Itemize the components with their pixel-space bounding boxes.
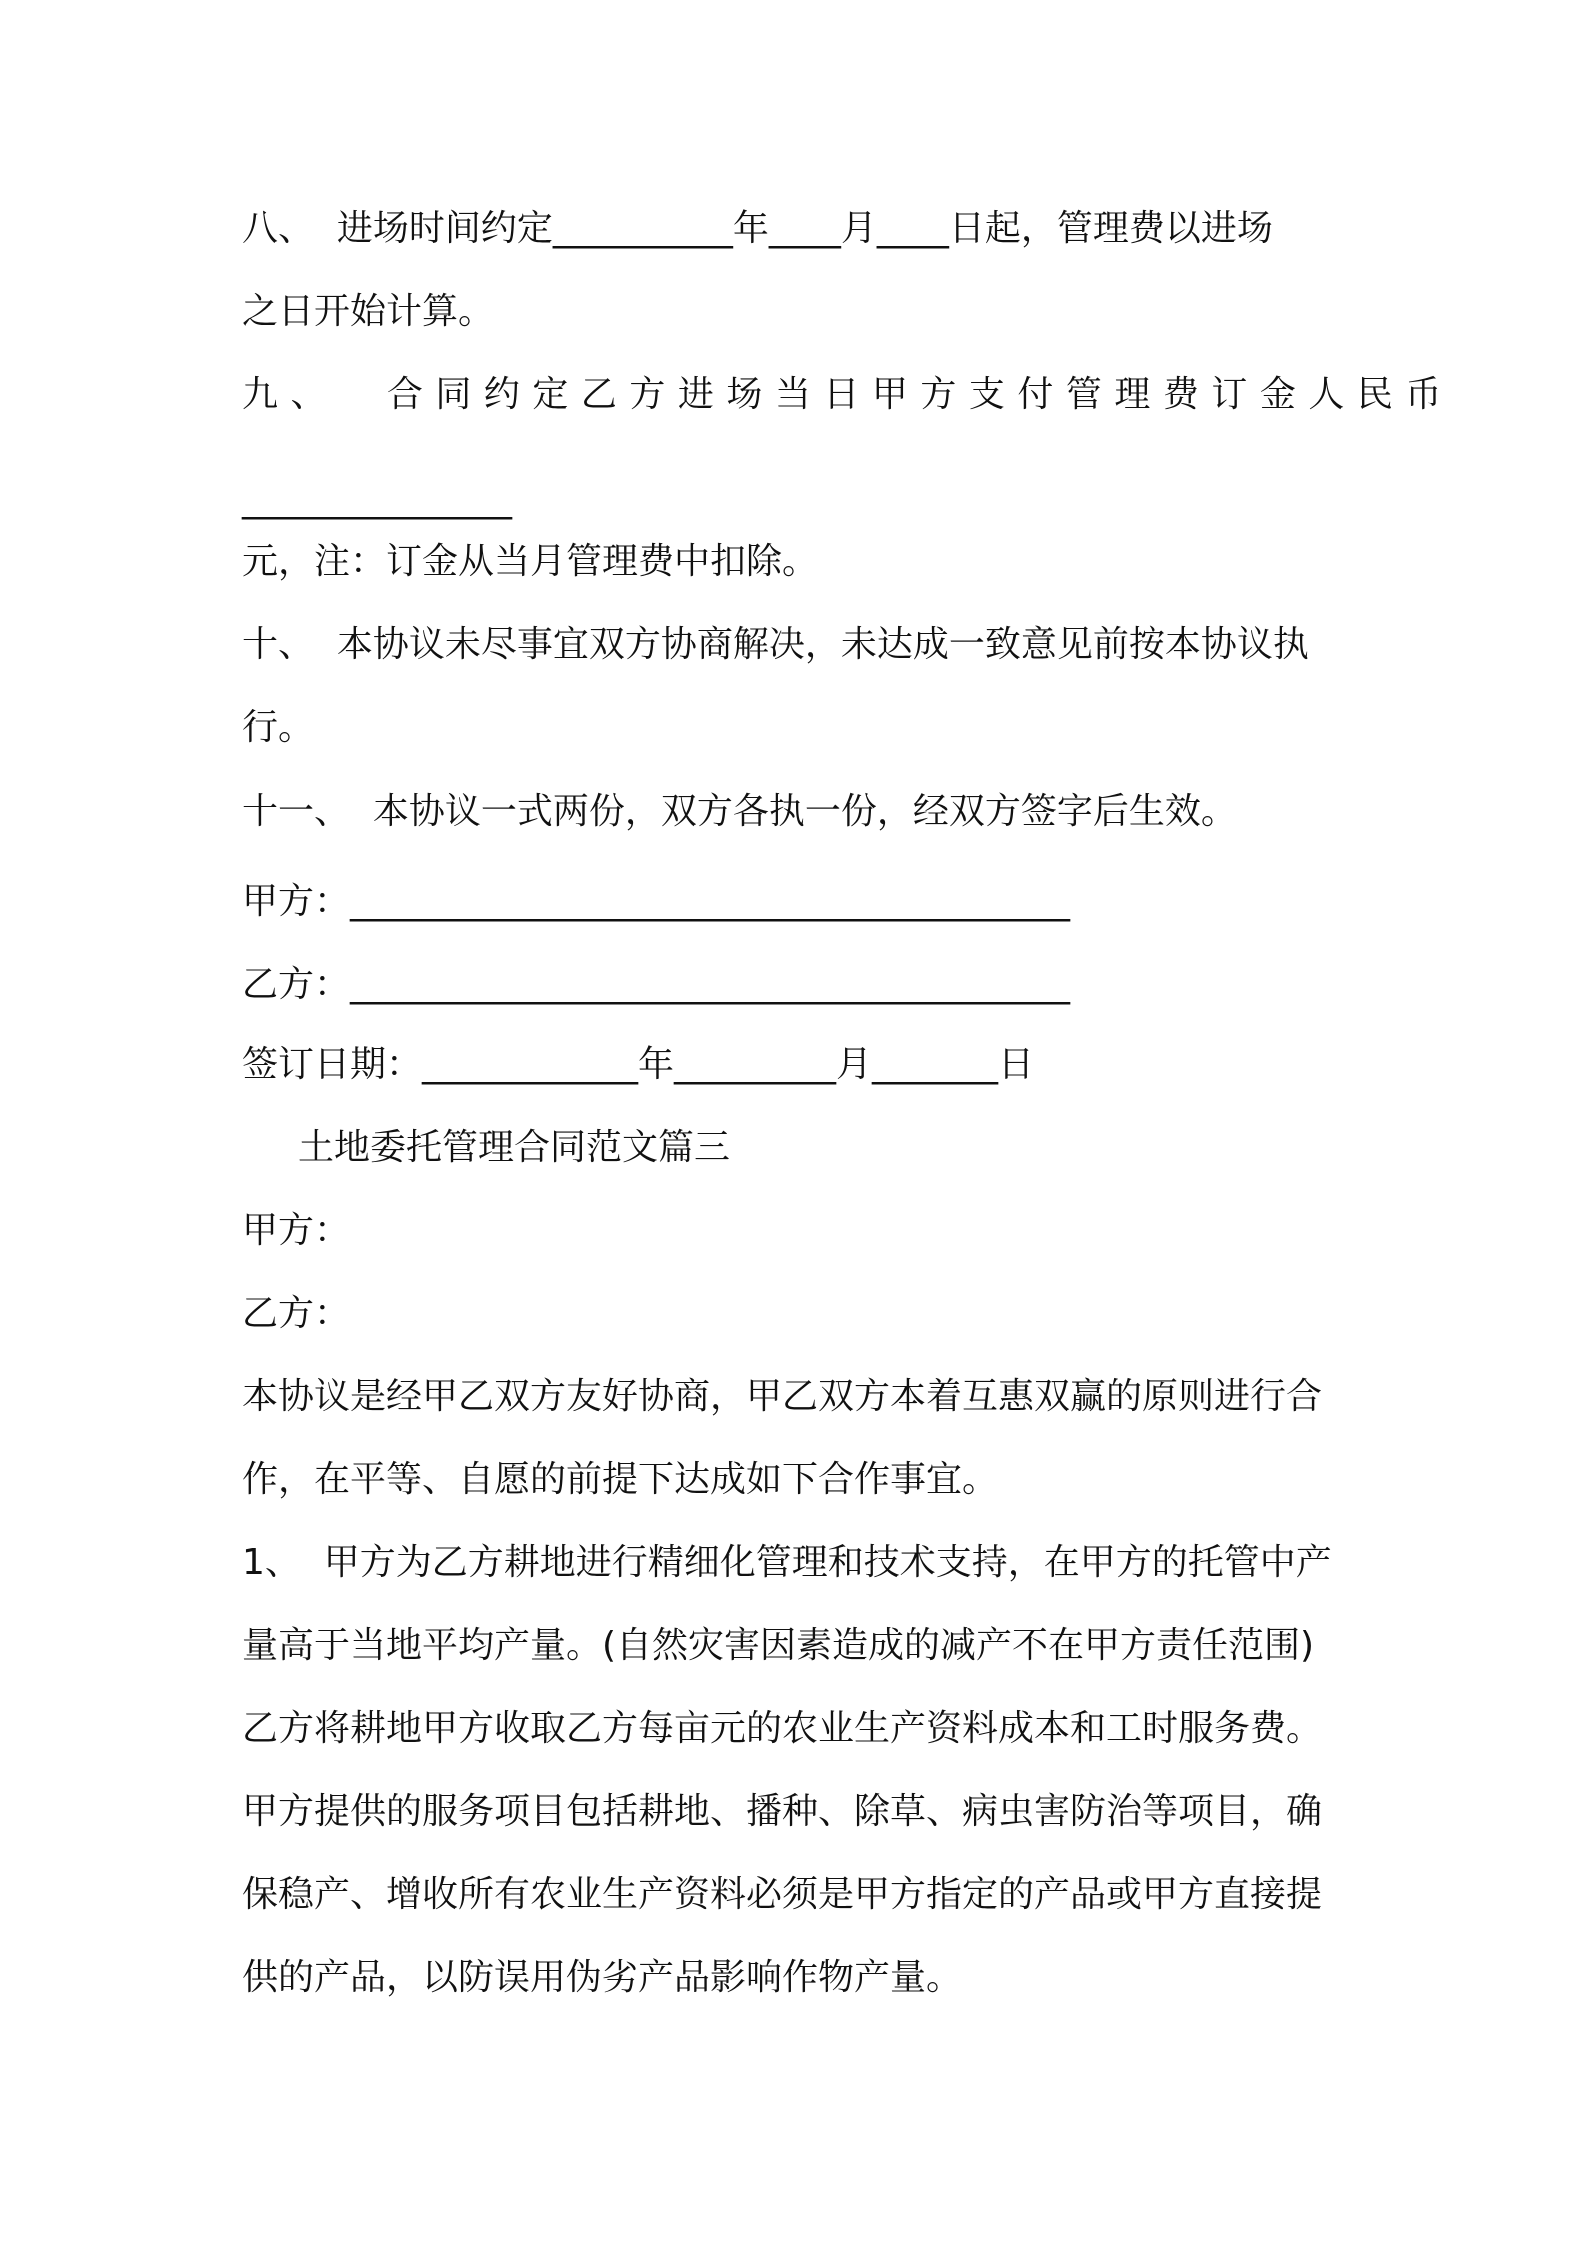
article-1-line-4: 甲方提供的服务项目包括耕地、播种、除草、病虫害防治等项目，确 (242, 1791, 1323, 1832)
preamble-line-1: 本协议是经甲乙双方友好协商，甲乙双方本着互惠双赢的原则进行合 (242, 1376, 1323, 1417)
article-1-line-3: 乙方将耕地甲方收取乙方每亩元的农业生产资料成本和工时服务费。 (242, 1708, 1323, 1749)
clause-9-line-2: 元，注：订金从当月管理费中扣除。 (242, 541, 819, 582)
party-b-signature-line: 乙方：________________________________________ (242, 964, 1071, 1005)
clause-11: 十一、 本协议一式两份，双方各执一份，经双方签字后生效。 (242, 791, 1237, 832)
article-1-line-6: 供的产品，以防误用伪劣产品影响作物产量。 (242, 1957, 963, 1998)
clause-9-line-1: 九、 合同约定乙方进场当日甲方支付管理费订金人民币 (242, 374, 1454, 415)
section-title: 土地委托管理合同范文篇三 (298, 1127, 731, 1168)
preamble-line-2: 作，在平等、自愿的前提下达成如下合作事宜。 (242, 1459, 999, 1500)
party-b-label: 乙方： (242, 1293, 351, 1334)
party-a-signature-line: 甲方：________________________________________ (242, 881, 1071, 922)
article-1-line-5: 保稳产、增收所有农业生产资料必须是甲方指定的产品或甲方直接提 (242, 1874, 1323, 1915)
article-1-line-2: 量高于当地平均产量。(自然灾害因素造成的减产不在甲方责任范围) (242, 1625, 1315, 1666)
signing-date-line: 签订日期：____________年_________月_______日 (242, 1044, 1035, 1085)
clause-10-line-2: 行。 (242, 707, 315, 748)
clause-8-line-1: 八、 进场时间约定__________年____月____日起，管理费以进场 (242, 208, 1273, 249)
clause-10-line-1: 十、 本协议未尽事宜双方协商解决，未达成一致意见前按本协议执 (242, 624, 1309, 665)
party-a-label: 甲方： (242, 1210, 351, 1251)
clause-8-line-2: 之日开始计算。 (242, 291, 495, 332)
article-1-line-1: 1、 甲方为乙方耕地进行精细化管理和技术支持，在甲方的托管中产 (242, 1542, 1332, 1583)
deposit-amount-blank: _______________ (242, 479, 512, 520)
